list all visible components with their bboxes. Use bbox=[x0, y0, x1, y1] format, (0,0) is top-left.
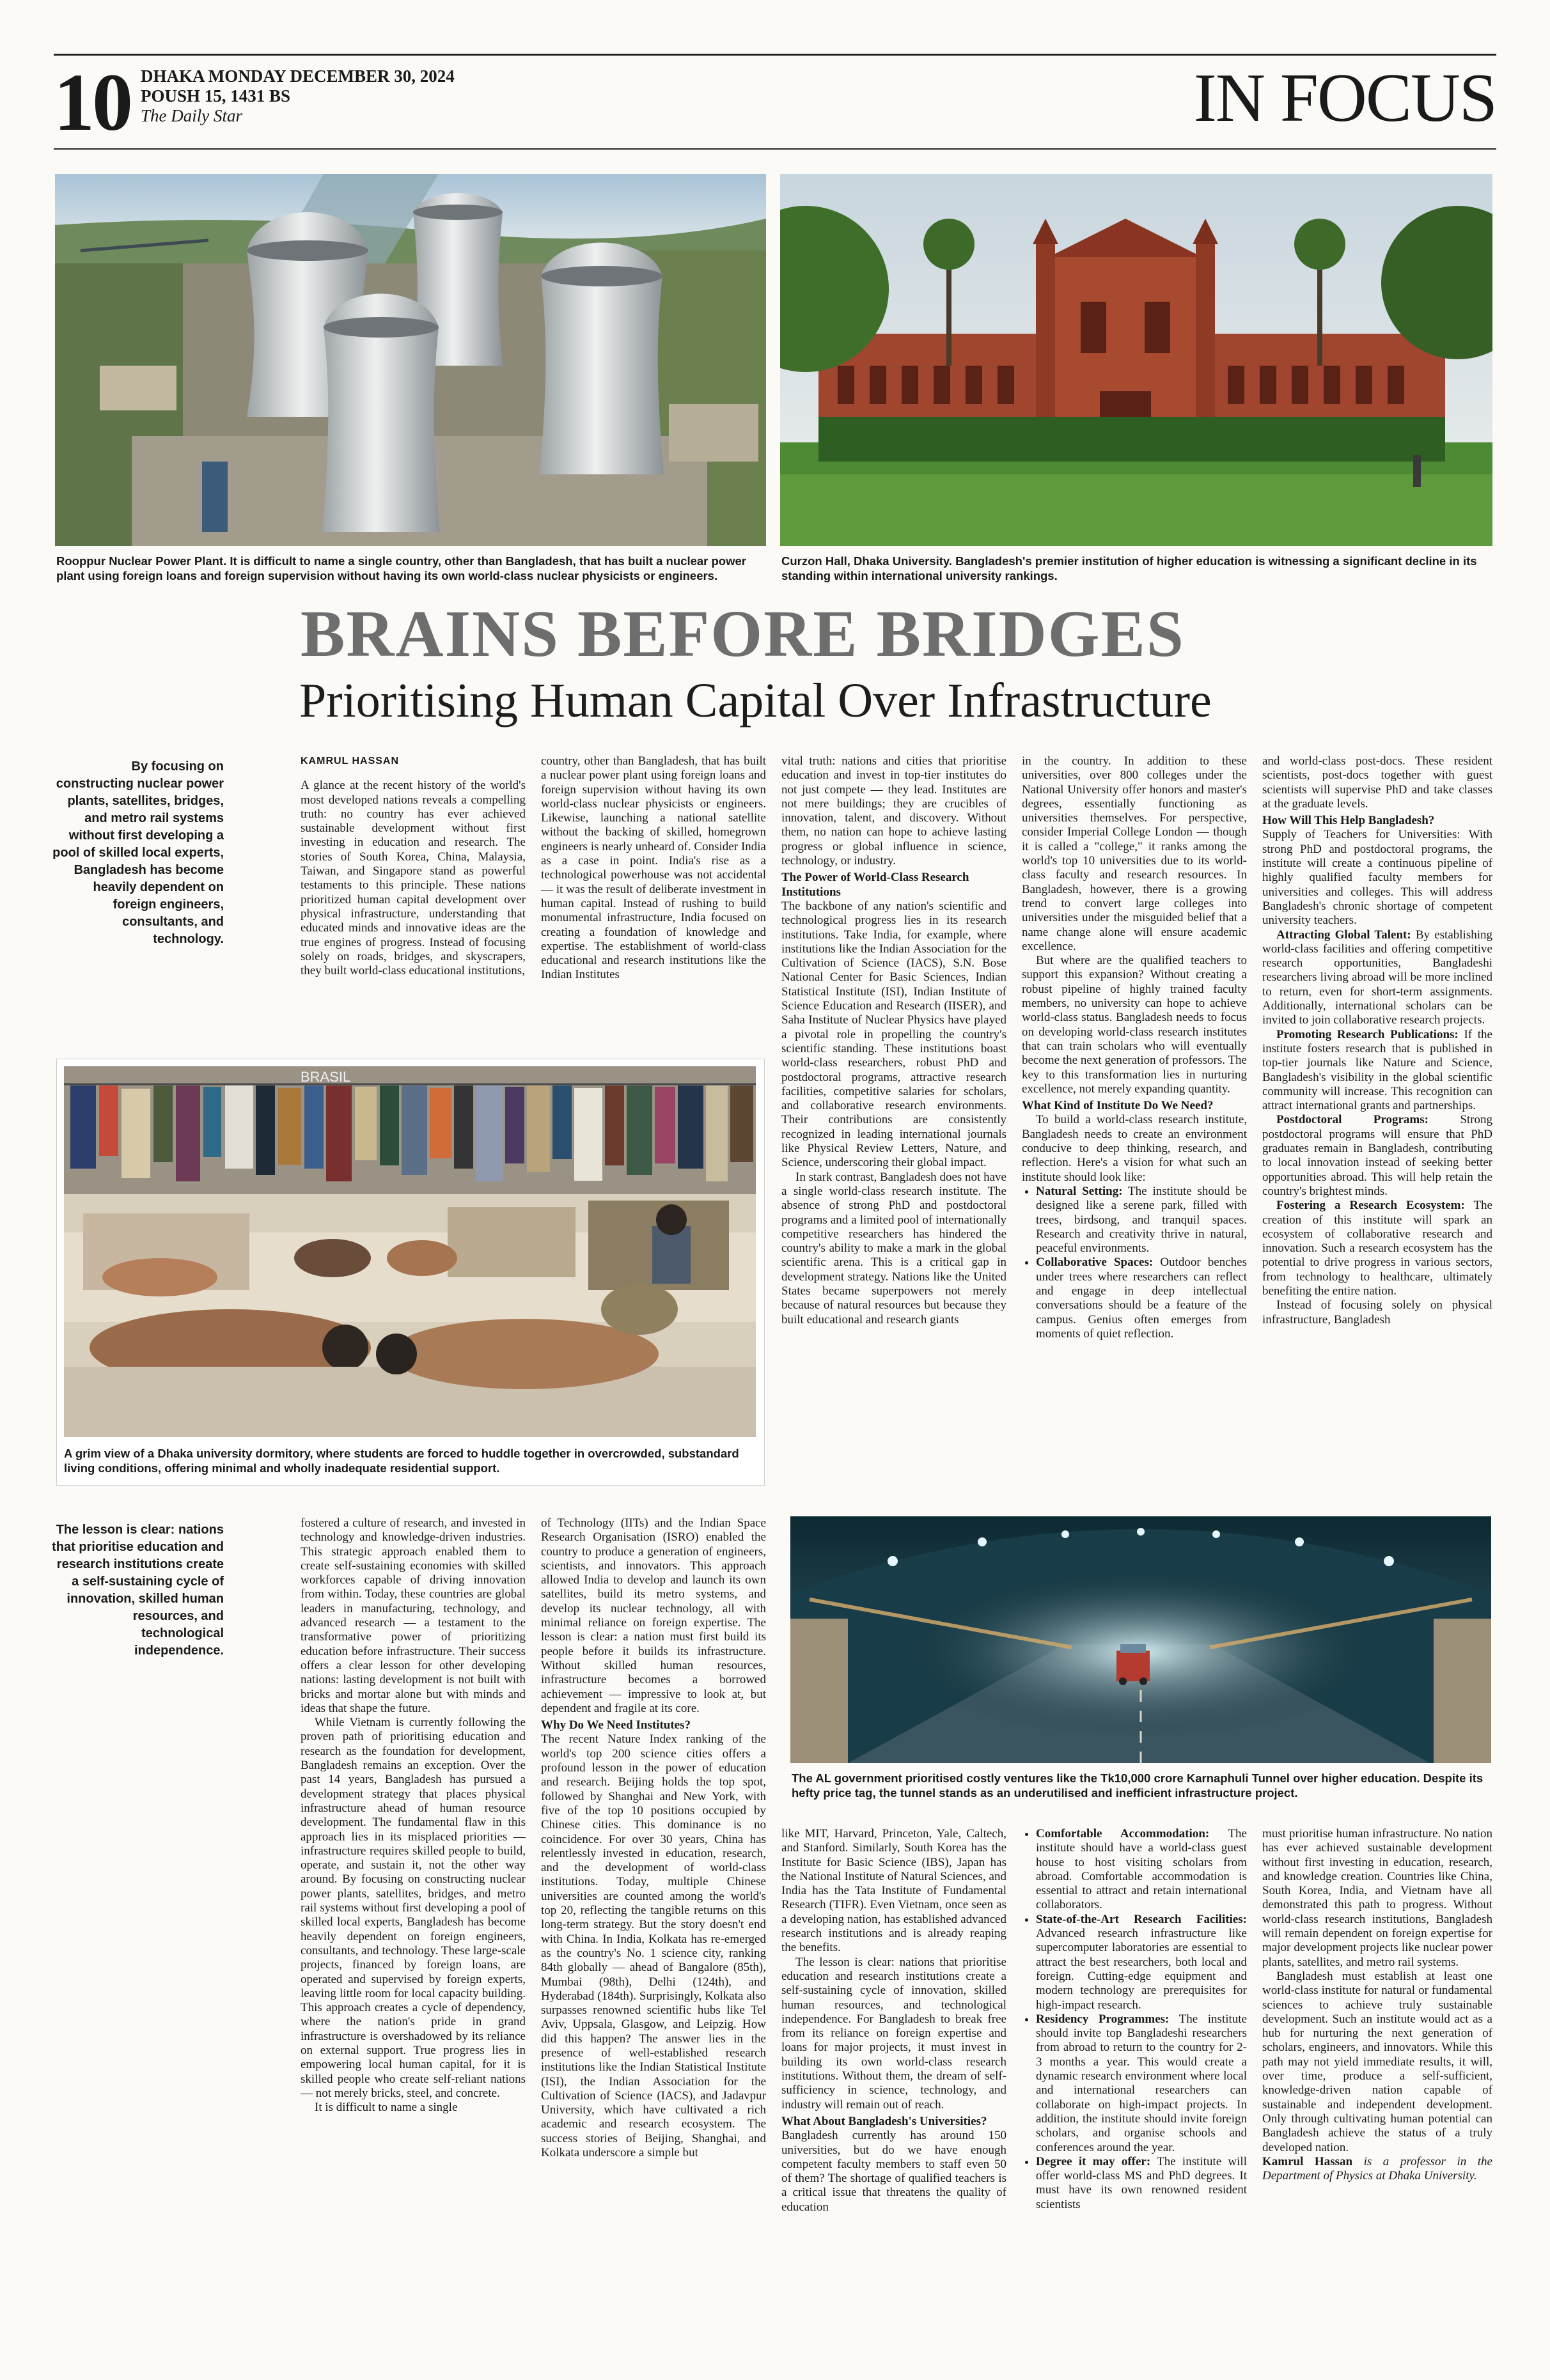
subhead-why: Why Do We Need Institutes? bbox=[541, 1718, 691, 1732]
headline-kicker: BRAINS BEFORE BRIDGES bbox=[301, 597, 1185, 671]
nuclear-plant-caption: Rooppur Nuclear Power Plant. It is difficult to name a single country, other than Bangladesh, that has built a nuclear power plant using foreign loans and foreign supervision without having its own world-class nuclear physicists or engineers. bbox=[56, 554, 746, 582]
subhead-power: The Power of World-Class Research Institutions bbox=[781, 871, 969, 899]
masthead-rule bbox=[54, 148, 1496, 150]
article-paragraph: While Vietnam is currently following the proven path of prioritising education and research as the foundation for development, Bangladesh remains an exception. Over the past 14 years, Bangladesh has pursued a development strategy that places physical infrastructure ahead of human resource development. The fundamental flaw in this approach lies in its misplaced priorities — infrastructure requires skilled people to build, operate, and sustain it, not the other way around. By focusing on constructing nuclear power plants, satellites, bridges, and metro rail systems without first developing a pool of skilled local experts, Bangladesh has become heavily dependent on foreign engineers, consultants, and technology. These large-scale projects, financed by foreign loans, are operated and supervised by foreign experts, leaving little room for local capacity building. This approach creates a cycle of dependency, where the nation's pride in grand infrastructure is overshadowed by its reliance on external support. True progress lies in empowering local human capital, for it is skilled people who create self-reliant nations — not merely bricks, steel, and concrete. bbox=[301, 1716, 526, 2100]
article-paragraph: must prioritise human infrastructure. No nation has ever achieved sustainable development without first investing in education, research, and knowledge creation. Countries like China, South Korea, India, and Vietnam have all demonstrated this path to progress. Without world-class research institutions, Bangladesh will remain dependent on foreign expertise for major development projects like nuclear power plants, satellites, and metro rail systems. bbox=[1262, 1827, 1492, 1969]
article-column-5 bbox=[1262, 754, 1492, 1496]
article-paragraph: It is difficult to name a single bbox=[315, 2101, 458, 2115]
article-paragraph: Supply of Teachers for Universities: With strong PhD and postdoctoral programs, the institute will create a continuous pipeline of highly qualified faculty members for universities and colleges. This will address Bangladesh's chronic shortage of competent university teachers. bbox=[1262, 828, 1492, 928]
pull-quote-second: The lesson is clear: nations that prioritise education and research institutions create a self-sustaining cycle of innovation, skilled human resources, and technological independence. bbox=[52, 1523, 224, 1658]
date-line: DHAKA MONDAY DECEMBER 30, 2024 bbox=[141, 66, 455, 86]
curzon-hall-photo bbox=[780, 174, 1492, 546]
list-item: • Natural Setting: The institute should be designed like a serene park, filled with trees, birdsong, and tranquil spaces. Research and creativity thrive in natural, peaceful environments. bbox=[1036, 1185, 1247, 1256]
dormitory-sign: BRASIL bbox=[301, 1069, 351, 1085]
article-paragraph: in the country. In addition to these universities, over 800 colleges under the National University offer honors and master's degrees, essentially functioning as universities themselves. For perspective, consider Imperial College London — though it is called a "college," it ranks among the world's top 10 universities due to its world-class faculty and research resources. In Bangladesh, however, there is a growing trend to convert large colleges into universities under the misguided belief that a name change alone will ensure academic excellence. bbox=[1022, 754, 1247, 953]
article-paragraph: The recent Nature Index ranking of the world's top 200 science cities offers a profound lesson in the power of education and research. Beijing holds the top spot, followed by Shanghai and New York, with five of the top 10 positions occupied by Chinese cities. This dominance is no coincidence. For over 30 years, China has relentlessly invested in education, research, and the development of world-class institutions. Today, multiple Chinese universities are counted among the world's top 20, reflecting the tangible returns on this long-term strategy. But the story doesn't end with China. In India, Kolkata has re-emerged as the country's No. 1 science city, ranking 84th globally — ahead of Bangalore (85th), Mumbai (98th), Delhi (124th), and Hyderabad (184th). Surprisingly, Kolkata also surpasses renowned scientific hubs like Tel Aviv, Uppsala, Glasgow, and Leipzig. How did this happen? The answer lies in the presence of well-established research institutions like the Indian Statistical Institute (ISI), the Indian Association for the Cultivation of Science (IACS), and Jadavpur University, which have cultivated a rich academic and research ecosystem. The success stories of Beijing, Shanghai, and Kolkata underscore a simple but bbox=[541, 1732, 766, 2160]
article-column-9 bbox=[1022, 1827, 1247, 2328]
author-name: Kamrul Hassan bbox=[1262, 2154, 1353, 2168]
list-item: • Collaborative Spaces: Outdoor benches under trees where researchers can reflect and engage in deep intellectual conversations should be a feature of the campus. Genius often emerges from moments of quiet reflection. bbox=[1036, 1256, 1247, 1341]
dateline bbox=[141, 66, 455, 126]
vision-list bbox=[1022, 1185, 1247, 1341]
article-paragraph: and world-class post-docs. These resident scientists, post-docs together with guest scientists will supervise PhD and take classes at the graduate levels. bbox=[1262, 754, 1492, 811]
dormitory-photo bbox=[64, 1066, 756, 1437]
article-paragraph: Promoting Research Publications: If the institute fosters research that is published in top-tier journals like Nature and Science, Bangladesh's visibility in the global scientific community will increase. This recognition can attract international grants and partnerships. bbox=[1262, 1027, 1492, 1113]
author-description: is a professor in the Department of Physics at Dhaka University. bbox=[1262, 2154, 1492, 2183]
bengali-date: POUSH 15, 1431 BS bbox=[141, 86, 291, 105]
article-paragraph: like MIT, Harvard, Princeton, Yale, Caltech, and Stanford. Similarly, South Korea has the Institute for Basic Science (IBS), Japan has the National Institute of Natural Sciences, and India has the Tata Institute of Fundamental Research (TIFR). Even Vietnam, once seen as a developing nation, has established advanced research institutions and is already reaping the benefits. bbox=[781, 1827, 1006, 1955]
byline: KAMRUL HASSAN bbox=[301, 756, 400, 766]
list-item: • Comfortable Accommodation: The institute should have a world-class guest house to host visiting scholars from abroad. Comfortable accommodation is essential to attract and retain international collaborators. bbox=[1036, 1827, 1247, 1913]
top-rule bbox=[54, 54, 1496, 56]
article-paragraph: The lesson is clear: nations that prioritise education and research institutions create a self-sustaining cycle of innovation, skilled human resources, and technological independence. For Bangladesh to break free from its reliance on foreign expertise and loans for major projects, it must invest in building its own world-class research institutions. Without them, the dream of self-sufficiency in science, technology, and industry will remain out of reach. bbox=[781, 1955, 1006, 2112]
article-paragraph: Bangladesh currently has around 150 universities, but do we have enough competent faculty members to staff even 50 of them? The shortage of qualified teachers is a critical issue that threatens the quality of education bbox=[781, 2129, 1006, 2214]
article-column-3 bbox=[781, 754, 1006, 1496]
article-paragraph: country, other than Bangladesh, that has built a nuclear power plant using foreign loans and foreign supervision without having its own world-class nuclear physicists or engineers. Likewise, launching a national satellite without the backing of skilled, homegrown engineers is nearly unheard of. Consider India as a case in point. India's rise as a technological powerhouse was not accidental — it was the result of deliberate investment in human capital. Instead of rushing to build monumental infrastructure, India focused on creating a foundation of knowledge and expertise. The establishment of world-class educational and research institutions like the Indian Institutes bbox=[541, 754, 766, 982]
list-item: • State-of-the-Art Research Facilities: Advanced research infrastructure like supercomputer laboratories are essential to attract the best researchers, both local and foreign. Cutting-edge equipment and modern technology are prerequisites for high-impact research. bbox=[1036, 1913, 1247, 2012]
article-paragraph: But where are the qualified teachers to support this expansion? Without creating a robust pipeline of highly trained faculty members, no university can hope to achieve world-class status. Bangladesh needs to focus on developing world-class research institutes that can train scholars who will eventually become the next generation of professors. The key to this transformation lies in nurturing excellence, not merely expanding quantity. bbox=[1022, 954, 1247, 1096]
tunnel-caption: The AL government prioritised costly ventures like the Tk10,000 crore Karnaphuli Tunnel over higher education. Despite its hefty price tag, the tunnel stands as an underutilised and inefficient infrastructure project. bbox=[792, 1771, 1483, 1800]
article-paragraph: Postdoctoral Programs: Strong postdoctoral programs will ensure that PhD graduates remain in Bangladesh, contributing to local innovation instead of seeking better opportunities abroad. This will help retain the country's brightest minds. bbox=[1262, 1113, 1492, 1198]
article-column-6 bbox=[301, 1516, 526, 2328]
article-column-10 bbox=[1262, 1827, 1492, 2328]
article-paragraph: A glance at the recent history of the world's most developed nations reveals a compelling truth: no country has ever achieved sustainable development without first investing in education and research. The stories of South Korea, China, Malaysia, Taiwan, and Singapore stand as powerful testaments to this principle. These nations prioritized human capital development over physical infrastructure, understanding that educated minds and innovative ideas are the true engines of progress. Instead of focusing solely on roads, bridges, and skyscrapers, they built world-class educational institutions, bbox=[301, 779, 526, 978]
nuclear-plant-photo bbox=[55, 174, 766, 546]
list-item: • Residency Programmes: The institute should invite top Bangladeshi researchers from abroad to return to the country for 2-3 months a year. This would create a dynamic research environment where local and international researchers can collaborate on high-impact projects. In addition, the institute should invite foreign scholars, and organise schools and conferences around the year. bbox=[1036, 2012, 1247, 2155]
page-number: 10 bbox=[54, 57, 130, 148]
tunnel-photo bbox=[790, 1516, 1491, 1763]
article-paragraph: of Technology (IITs) and the Indian Space Research Organisation (ISRO) enabled the country to produce a generation of engineers, scientists, and innovators. This approach allowed India to develop and launch its own satellites, build its metro systems, and develop its nuclear technology, all with minimal reliance on foreign expertise. The lesson is clear: a nation must first build its people before it builds its infrastructure. Without skilled human resources, infrastructure becomes a borrowed achievement — impressive to look at, but dependent and fragile at its core. bbox=[541, 1516, 766, 1715]
headline-title: Prioritising Human Capital Over Infrastructure bbox=[299, 674, 1212, 727]
dormitory-caption: A grim view of a Dhaka university dormitory, where students are forced to huddle together in overcrowded, substandard living conditions, offering minimal and wholly inadequate residential support. bbox=[64, 1447, 739, 1475]
curzon-hall-caption: Curzon Hall, Dhaka University. Bangladesh's premier institution of higher education is witnessing a significant decline in its standing within international university rankings. bbox=[781, 554, 1477, 582]
subhead-help: How Will This Help Bangladesh? bbox=[1262, 814, 1435, 828]
article-paragraph: To build a world-class research institute, Bangladesh needs to create an environment conducive to deep thinking, research, and reflection. Here's a vision for what such an institute should look like: bbox=[1022, 1113, 1247, 1184]
section-title: IN FOCUS bbox=[1193, 60, 1496, 136]
article-paragraph: In stark contrast, Bangladesh does not have a single world-class research institute. The absence of strong PhD and postdoctoral programs and a limited pool of internationally competitive researchers has hindered the country's ability to make a mark in the global scientific arena. This is a critical gap in development strategy. Nations like the United States became superpowers not merely because of natural resources but because they built educational and research giants bbox=[781, 1170, 1006, 1326]
subhead-kind: What Kind of Institute Do We Need? bbox=[1022, 1099, 1214, 1113]
article-column-8 bbox=[781, 1827, 1006, 2328]
article-paragraph: Attracting Global Talent: By establishing world-class facilities and offering competitive research opportunities, Bangladeshi researchers living abroad will be more inclined to return, even for short-term assignments. Additionally, international scholars can be invited to join collaborative research projects. bbox=[1262, 928, 1492, 1027]
article-paragraph: Fostering a Research Ecosystem: The creation of this institute will spark an ecosystem of collaborative research and innovation. Such a research ecosystem has the potential to drive progress in various sectors, from technology to healthcare, ultimately benefiting the entire nation. bbox=[1262, 1199, 1492, 1298]
article-column-7 bbox=[541, 1516, 766, 2328]
article-column-2 bbox=[541, 754, 766, 1045]
pull-quote-first: By focusing on constructing nuclear power plants, satellites, bridges, and metro rail systems without first developing a pool of skilled local experts, Bangladesh has become heavily dependent on foreign engineers, consultants, and technology. bbox=[52, 759, 224, 946]
facilities-list bbox=[1022, 1827, 1247, 2212]
author-bio bbox=[1262, 2155, 1492, 2184]
article-column-4 bbox=[1022, 754, 1247, 1496]
list-item: • Degree it may offer: The institute will offer world-class MS and PhD degrees. It must have its own renowned resident scientists bbox=[1036, 2155, 1247, 2212]
article-paragraph: fostered a culture of research, and invested in technology and knowledge-driven industries. This strategic approach enabled them to create self-sustaining economies with skilled workforces capable of driving innovation from within. Today, these countries are global leaders in manufacturing, technology, and advanced research — a testament to the transformative power of prioritizing education before infrastructure. Their success offers a clear lesson for other developing nations: lasting development is not built with bricks and mortar alone but with minds and ideas that shape the future. bbox=[301, 1516, 526, 1715]
article-paragraph: Instead of focusing solely on physical infrastructure, Bangladesh bbox=[1262, 1298, 1492, 1326]
subhead-what-about: What About Bangladesh's Universities? bbox=[781, 2114, 987, 2128]
article-paragraph: Bangladesh must establish at least one world-class institute for natural or fundamental sciences to achieve truly sustainable development. Such an institute would act as a hub for nurturing the next generation of scholars, engineers, and innovators. While this path may not yield immediate results, it will, over time, produce a self-sufficient, knowledge-driven nation capable of sustainable and independent development. Only through cultivating human potential can Bangladesh achieve the status of a truly developed nation. bbox=[1262, 1969, 1492, 2154]
article-paragraph: The backbone of any nation's scientific and technological progress lies in its research institutions. Take India, for example, where institutions like the Indian Association for the Cultivation of Science (IACS), S.N. Bose National Center for Basic Sciences, Indian Statistical Institute (ISI), Indian Institute of Science Education and Research (IISER), and Saha Institute of Nuclear Physics have played a pivotal role in propelling the country's scientific standing. These institutions boast world-class researchers, robust PhD and postdoctoral programs, attractive research facilities, competitive salaries for scholars, and collaborative research environments. Their contributions are consistently recognized in leading international journals like Physical Review Letters, Nature, and Science, underscoring their global impact. bbox=[781, 899, 1006, 1170]
article-paragraph: vital truth: nations and cities that prioritise education and invest in top-tier institutes do not just compete — they lead. Institutes are not mere buildings; they are crucibles of innovation, talent, and discovery. Without them, no nation can hope to achieve lasting progress or global influence in science, technology, or industry. bbox=[781, 754, 1006, 868]
article-column-1 bbox=[301, 754, 526, 1045]
publication-logo: The Daily Star bbox=[141, 106, 242, 125]
